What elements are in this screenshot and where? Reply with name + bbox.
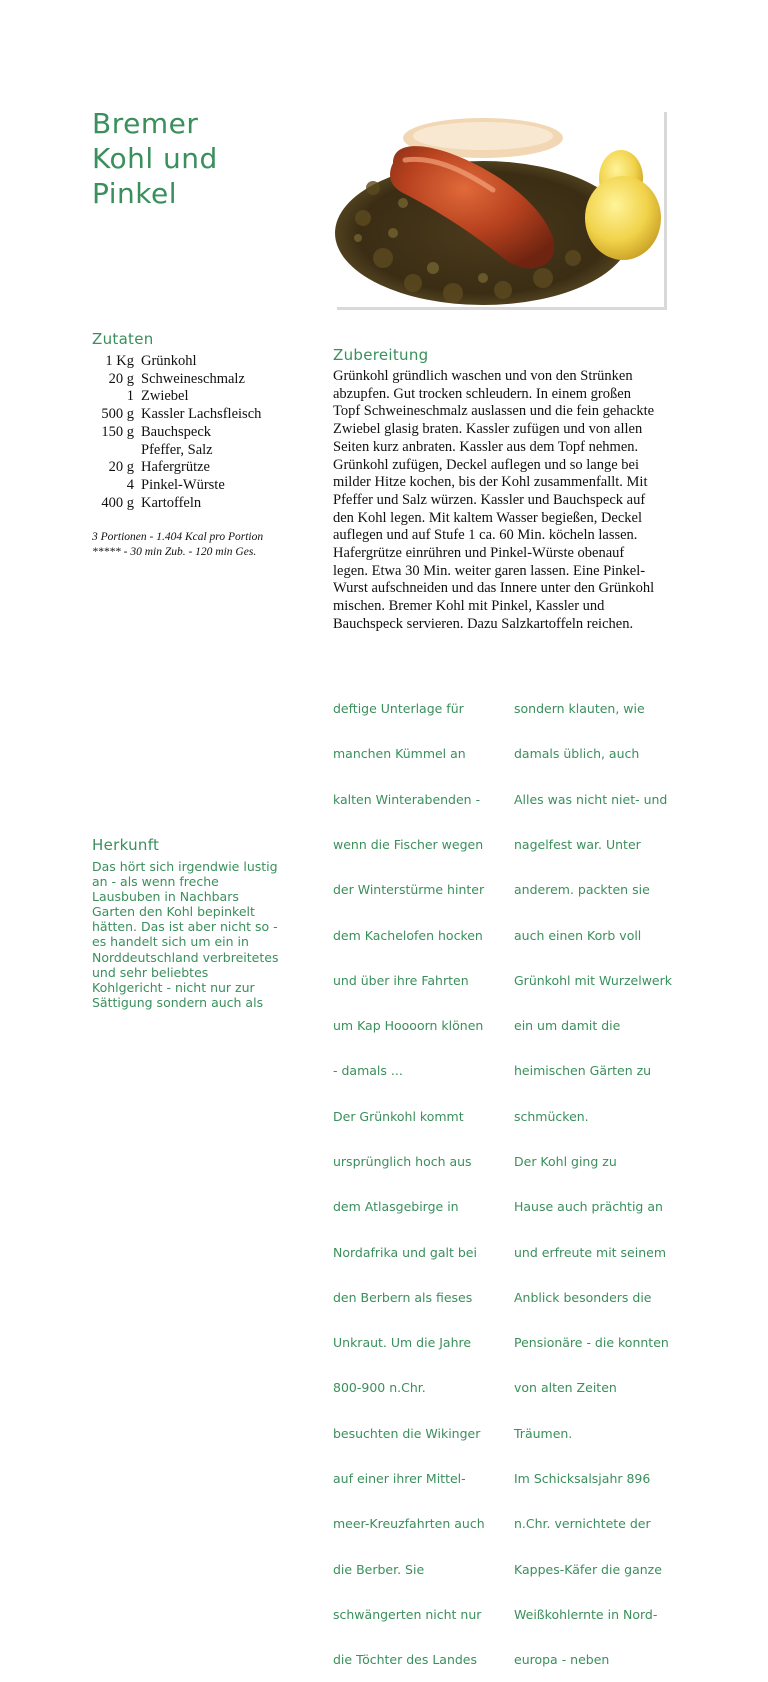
origin-line: Weißkohlernte in Nord- bbox=[514, 1606, 658, 1622]
origin-line: sondern klauten, wie bbox=[514, 701, 645, 717]
origin-line: Alles was nicht niet- und bbox=[514, 791, 668, 807]
origin-line: ein um damit die bbox=[514, 1018, 621, 1034]
prep-line: Grünkohl gründlich waschen und von den Strünken bbox=[333, 368, 633, 384]
recipe-title bbox=[92, 106, 292, 211]
prep-line: legen. Etwa 30 Min. weiter garen lassen. Eine Pinkel- bbox=[333, 562, 646, 579]
origin-line: von alten Zeiten bbox=[514, 1380, 617, 1396]
origin-line: damals üblich, auch bbox=[514, 746, 640, 762]
origin-line: die Töchter des Landes bbox=[333, 1652, 478, 1668]
ingredient-amount: 1 Kg bbox=[105, 353, 134, 369]
origin-line: auch einen Korb voll bbox=[514, 927, 642, 943]
origin-line: anderem. packten sie bbox=[514, 882, 650, 898]
ingredient-amount: 150 g bbox=[101, 423, 134, 440]
origin-line: europa - neben bbox=[514, 1652, 610, 1668]
origin-line: Kohlgericht - nicht nur zur bbox=[92, 979, 255, 995]
origin-line: Norddeutschland verbreitetes bbox=[92, 949, 279, 965]
portions-text: 3 Portionen - 1.404 Kcal pro Portion bbox=[92, 531, 264, 543]
ingredient-name: Pfeffer, Salz bbox=[141, 441, 213, 458]
origin-line: 800-900 n.Chr. bbox=[333, 1380, 426, 1396]
origin-line: ursprünglich hoch aus bbox=[333, 1154, 472, 1169]
origin-line: Kappes-Käfer die ganze bbox=[514, 1561, 662, 1577]
ingredient-row bbox=[92, 353, 261, 371]
preparation-heading: Zubereitung bbox=[333, 346, 429, 364]
ingredient-row bbox=[92, 459, 261, 477]
origin-line: Das hört sich irgendwie lustig bbox=[92, 859, 278, 874]
prep-line: Wurst aufschneiden und das Innere unter den Grünkohl bbox=[333, 580, 655, 597]
ingredient-name: Pinkel-Würste bbox=[141, 476, 225, 493]
origin-line: den Berbern als fieses bbox=[333, 1289, 473, 1305]
prep-line: Seiten kurz anbraten. Kassler aus dem Topf nehmen. bbox=[333, 438, 639, 455]
prep-line: Zwiebel glasig braten. Kassler zufügen und von allen bbox=[333, 421, 643, 438]
title-line: Pinkel bbox=[92, 177, 178, 210]
origin-line: wenn die Fischer wegen bbox=[333, 837, 484, 853]
title-line: Bremer bbox=[92, 107, 199, 140]
ingredient-amount: 400 g bbox=[101, 494, 134, 511]
prep-line: Hafergrütze einrühren und Pinkel-Würste obenauf bbox=[333, 545, 625, 562]
origin-heading: Herkunft bbox=[92, 836, 160, 854]
origin-column-2 bbox=[333, 671, 485, 1682]
ingredient-amount: 20 g bbox=[108, 370, 134, 387]
origin-line: und erfreute mit seinem bbox=[514, 1244, 667, 1260]
origin-line: Träumen. bbox=[514, 1425, 573, 1441]
origin-line: und über ihre Fahrten bbox=[333, 972, 469, 988]
origin-line: Anblick besonders die bbox=[514, 1289, 652, 1305]
prep-line: milder Hitze kochen, bis der Kohl zusammenfallt. Mit bbox=[333, 474, 648, 491]
ingredient-row bbox=[92, 424, 261, 442]
origin-line: nagelfest war. Unter bbox=[514, 837, 641, 853]
origin-line: besuchten die Wikinger bbox=[333, 1425, 481, 1441]
origin-line: Lausbuben in Nachbars bbox=[92, 889, 239, 905]
origin-line: n.Chr. vernichtete der bbox=[514, 1516, 651, 1532]
origin-line: hätten. Das ist aber nicht so - bbox=[92, 919, 278, 935]
prep-line: auflegen und auf Stufe 1 ca. 60 Min. köcheln lassen. bbox=[333, 527, 638, 544]
prep-line: den Kohl legen. Mit kaltem Wasser begießen, Deckel bbox=[333, 509, 643, 526]
ingredients-list bbox=[92, 353, 261, 512]
origin-line: und sehr beliebtes bbox=[92, 964, 209, 980]
origin-line: auf einer ihrer Mittel- bbox=[333, 1470, 466, 1486]
origin-line: dem Kachelofen hocken bbox=[333, 927, 483, 943]
ingredient-amount: 1 bbox=[126, 388, 134, 405]
ingredient-name: Grünkohl bbox=[141, 353, 197, 369]
title-line: Kohl und bbox=[92, 142, 218, 175]
origin-line: Garten den Kohl bepinkelt bbox=[92, 904, 255, 920]
origin-line: Grünkohl mit Wurzelwerk bbox=[514, 972, 672, 988]
origin-line: Unkraut. Um die Jahre bbox=[333, 1335, 472, 1351]
ingredient-name: Kartoffeln bbox=[141, 494, 202, 511]
origin-line: deftige Unterlage für bbox=[333, 701, 464, 717]
ingredient-name: Schweineschmalz bbox=[141, 370, 245, 387]
origin-column-1 bbox=[92, 859, 278, 1010]
ingredient-row bbox=[92, 495, 261, 513]
recipe-meta bbox=[92, 530, 263, 560]
ingredient-row bbox=[92, 442, 261, 460]
prep-line: Topf Schweineschmalz auslassen und die fein gehackte bbox=[333, 403, 655, 420]
ingredient-row bbox=[92, 477, 261, 495]
origin-line: dem Atlasgebirge in bbox=[333, 1199, 459, 1215]
ingredient-amount: 20 g bbox=[108, 459, 134, 476]
origin-line: Hause auch prächtig an bbox=[514, 1199, 663, 1215]
origin-line: Der Grünkohl kommt bbox=[333, 1108, 464, 1124]
origin-line: an - als wenn freche bbox=[92, 874, 219, 890]
origin-line: meer-Kreuzfahrten auch bbox=[333, 1516, 485, 1532]
origin-line: Im Schicksalsjahr 896 bbox=[514, 1470, 651, 1486]
origin-line: heimischen Gärten zu bbox=[514, 1063, 652, 1079]
ingredient-amount: 500 g bbox=[101, 406, 134, 423]
prep-line: Pfeffer und Salz würzen. Kassler und Bauchspeck auf bbox=[333, 491, 646, 508]
dish-photo bbox=[333, 108, 667, 310]
ingredient-name: Kassler Lachsfleisch bbox=[141, 406, 262, 423]
origin-line: die Berber. Sie bbox=[333, 1561, 425, 1577]
origin-line: Nordafrika und galt bei bbox=[333, 1244, 477, 1260]
origin-line: schmücken. bbox=[514, 1108, 589, 1124]
prep-line: mischen. Bremer Kohl mit Pinkel, Kassler und bbox=[333, 598, 605, 615]
ingredient-name: Hafergrütze bbox=[141, 459, 210, 476]
origin-line: kalten Winterabenden - bbox=[333, 791, 481, 807]
origin-line: manchen Kümmel an bbox=[333, 746, 466, 762]
ingredient-name: Bauchspeck bbox=[141, 423, 212, 440]
origin-line: Der Kohl ging zu bbox=[514, 1154, 617, 1169]
ingredient-row bbox=[92, 371, 261, 389]
origin-line: schwängerten nicht nur bbox=[333, 1606, 482, 1622]
ingredient-amount: 4 bbox=[126, 476, 134, 493]
preparation-text bbox=[333, 368, 678, 634]
rating-time-text: ***** - 30 min Zub. - 120 min Ges. bbox=[92, 546, 257, 558]
ingredients-heading: Zutaten bbox=[92, 330, 154, 348]
prep-line: Grünkohl zufügen, Deckel auflegen und so lange bei bbox=[333, 456, 640, 473]
ingredient-name: Zwiebel bbox=[141, 388, 189, 405]
ingredient-row bbox=[92, 406, 261, 424]
origin-line: es handelt sich um ein in bbox=[92, 934, 249, 950]
origin-line: der Winterstürme hinter bbox=[333, 882, 485, 898]
origin-line: Pensionäre - die konnten bbox=[514, 1335, 669, 1351]
prep-line: abzupfen. Gut trocken schleudern. In einem großen bbox=[333, 385, 631, 402]
origin-line: - damals ... bbox=[333, 1063, 403, 1079]
ingredient-amount bbox=[92, 442, 137, 460]
origin-column-3 bbox=[514, 671, 672, 1682]
origin-line: um Kap Hoooorn klönen bbox=[333, 1018, 484, 1034]
prep-line: Bauchspeck servieren. Dazu Salzkartoffeln reichen. bbox=[333, 615, 634, 632]
origin-line: Sättigung sondern auch als bbox=[92, 994, 264, 1010]
ingredient-row bbox=[92, 388, 261, 406]
